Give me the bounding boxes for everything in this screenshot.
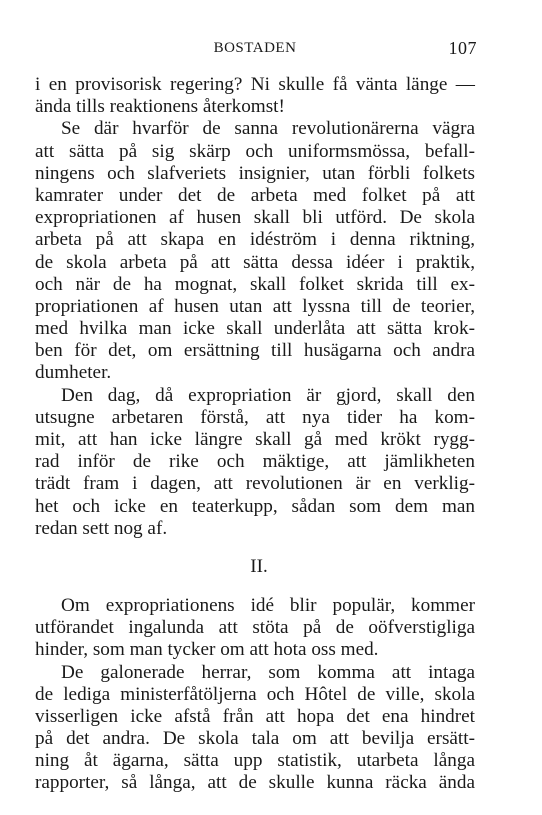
running-title: BOSTADEN [213, 40, 297, 56]
text-line: med hvilka man icke skall underlåta att sätta krok- [35, 318, 475, 340]
text-line: dumheter. [35, 362, 112, 384]
text-after-section [35, 595, 475, 795]
text-line: kamrater under det de arbeta med folket på att [35, 184, 475, 206]
text-line: visserligen icke afstå från att hopa det ena hindret [35, 705, 475, 727]
text-line: Se där hvarför de sanna revolutionärerna vägra [61, 118, 475, 140]
paragraph [35, 385, 475, 540]
section-heading: II. [250, 555, 268, 577]
text-line: ning åt ägarna, sätta upp statistik, utarbeta långa [35, 750, 475, 772]
paragraph [35, 118, 475, 384]
paragraph [35, 74, 475, 118]
text-line: på det andra. De skola tala om att bevilja ersätt- [35, 728, 475, 750]
text-line: arbeta på att skapa en idéström i denna riktning, [35, 229, 475, 251]
text-line: Den dag, då expropriation är gjord, skall den [61, 384, 475, 406]
text-line: Om expropriationens idé blir populär, kommer [61, 594, 475, 616]
text-line: rad inför de rike och mäktige, att jämlikheten [35, 451, 475, 473]
text-line: expropriationen af husen skall bli utförd. De skola [35, 207, 475, 229]
text-line: i en provisorisk regering? Ni skulle få vänta länge — [35, 74, 475, 95]
text-line: redan sett nog af. [35, 517, 168, 539]
text-line: het och icke en teaterkupp, sådan som dem man [35, 495, 475, 517]
text-line: rapporter, så långa, att de skulle kunna räcka ända [35, 772, 475, 794]
page-number: 107 [448, 38, 477, 58]
text-line: ända tills reaktionens återkomst! [35, 96, 285, 118]
body-text [35, 74, 475, 795]
text-line: ben för det, om ersättning till husägarna och andra [35, 340, 475, 362]
text-line: mit, att han icke längre skall gå med krökt rygg- [35, 429, 475, 450]
text-line: och när de ha mognat, skall folket skrida till ex- [35, 273, 475, 295]
text-line: hinder, som man tycker om att hota oss med. [35, 639, 379, 661]
text-line: De galonerade herrar, som komma att intaga [61, 661, 475, 683]
paragraph [35, 662, 475, 795]
text-line: propriationen af husen utan att lyssna till de teorier, [35, 295, 475, 317]
text-line: trädt fram i dagen, att revolutionen är en verklig- [35, 473, 475, 495]
page-header [35, 40, 475, 62]
text-line: utsugne arbetaren förstå, att nya tider ha kom- [35, 406, 475, 428]
text-line: de skola arbeta på att sätta dessa idéer i praktik, [35, 251, 475, 273]
paragraph [35, 595, 475, 662]
text-line: utförandet ingalunda att stöta på de oöfverstigliga [35, 617, 475, 639]
text-before-section [35, 74, 475, 540]
text-line: ningens och slafveriets insignier, utan förbli folkets [35, 162, 475, 184]
text-line: de lediga ministerfåtöljerna och Hôtel de ville, skola [35, 683, 475, 705]
book-page [35, 40, 475, 795]
text-line: att sätta på sig skärp och uniformsmössa, befall- [35, 140, 475, 162]
